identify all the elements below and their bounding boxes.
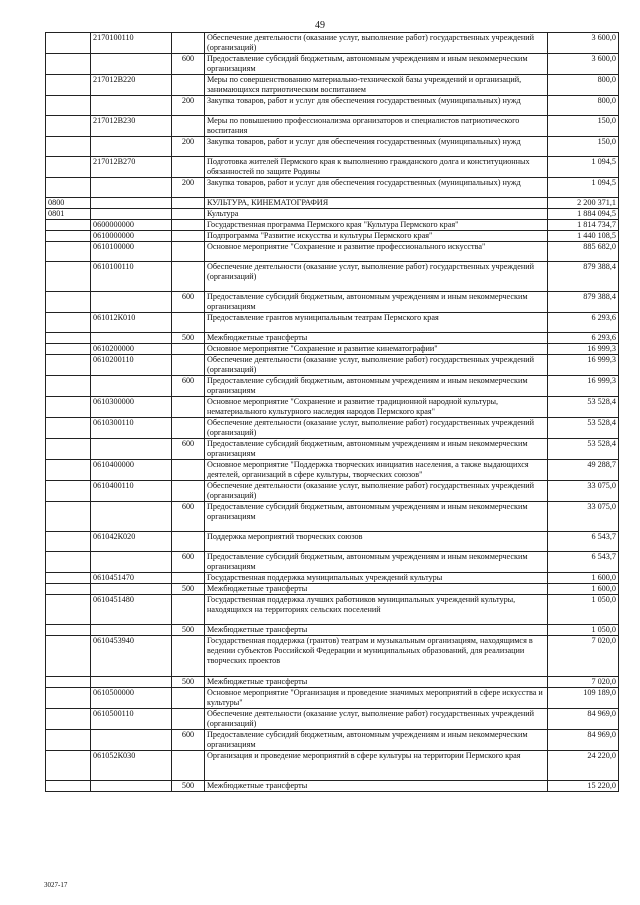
table-row [46, 116, 619, 137]
section-code-cell [46, 333, 91, 344]
amount-cell: 150,0 [548, 137, 619, 157]
table-row [46, 313, 619, 333]
target-article-cell: 0610100110 [91, 262, 172, 292]
target-article-cell [91, 198, 172, 209]
section-code-cell [46, 584, 91, 595]
expense-type-cell [172, 157, 205, 178]
target-article-cell [91, 54, 172, 75]
expense-type-cell [172, 33, 205, 54]
target-article-cell: 0610400110 [91, 481, 172, 502]
description-cell: Закупка товаров, работ и услуг для обеспечения государственных (муниципальных) нужд [205, 178, 548, 198]
table-row [46, 292, 619, 313]
expense-type-cell [172, 636, 205, 677]
target-article-cell [91, 333, 172, 344]
table-row [46, 376, 619, 397]
description-cell: Межбюджетные трансферты [205, 625, 548, 636]
table-row [46, 730, 619, 751]
table-row [46, 198, 619, 209]
table-row [46, 33, 619, 54]
expense-type-cell: 600 [172, 502, 205, 532]
target-article-cell [91, 439, 172, 460]
expense-type-cell: 500 [172, 677, 205, 688]
target-article-cell [91, 677, 172, 688]
target-article-cell: 0610500000 [91, 688, 172, 709]
target-article-cell [91, 178, 172, 198]
description-cell: Поддержка мероприятий творческих союзов [205, 532, 548, 552]
table-row [46, 355, 619, 376]
expense-type-cell [172, 116, 205, 137]
section-code-cell [46, 439, 91, 460]
budget-table [45, 32, 619, 792]
expense-type-cell [172, 573, 205, 584]
section-code-cell [46, 242, 91, 262]
amount-cell: 2 200 371,1 [548, 198, 619, 209]
section-code-cell [46, 96, 91, 116]
target-article-cell [91, 96, 172, 116]
section-code-cell [46, 75, 91, 96]
target-article-cell: 0610500110 [91, 709, 172, 730]
amount-cell: 53 528,4 [548, 418, 619, 439]
table-row [46, 552, 619, 573]
section-code-cell [46, 709, 91, 730]
amount-cell: 53 528,4 [548, 439, 619, 460]
amount-cell: 1 440 108,5 [548, 231, 619, 242]
section-code-cell [46, 595, 91, 625]
table-row [46, 209, 619, 220]
target-article-cell: 061012К010 [91, 313, 172, 333]
table-row [46, 242, 619, 262]
expense-type-cell [172, 231, 205, 242]
target-article-cell: 061042К020 [91, 532, 172, 552]
amount-cell: 16 999,3 [548, 344, 619, 355]
section-code-cell [46, 116, 91, 137]
table-row [46, 781, 619, 792]
section-code-cell [46, 552, 91, 573]
target-article-cell [91, 584, 172, 595]
expense-type-cell: 600 [172, 552, 205, 573]
description-cell: Основное мероприятие "Сохранение и развитие профессионального искусства" [205, 242, 548, 262]
description-cell: Предоставление грантов муниципальным театрам Пермского края [205, 313, 548, 333]
table-row [46, 418, 619, 439]
description-cell: Государственная поддержка (грантов) театрам и музыкальным организациям, находящимся в ведении субъектов Российской Федерации и муниципальных образований, для реализации творческих проектов [205, 636, 548, 677]
amount-cell: 16 999,3 [548, 355, 619, 376]
amount-cell: 53 528,4 [548, 397, 619, 418]
description-cell: Межбюджетные трансферты [205, 584, 548, 595]
expense-type-cell: 600 [172, 439, 205, 460]
description-cell: Основное мероприятие "Поддержка творческих инициатив населения, а также выдающихся деятелей, организаций в сфере культуры, творческих союзов" [205, 460, 548, 481]
description-cell: Межбюджетные трансферты [205, 333, 548, 344]
description-cell: Культура [205, 209, 548, 220]
target-article-cell: 0610200000 [91, 344, 172, 355]
table-row [46, 636, 619, 677]
amount-cell: 1 050,0 [548, 625, 619, 636]
section-code-cell [46, 460, 91, 481]
target-article-cell [91, 376, 172, 397]
amount-cell: 1 094,5 [548, 157, 619, 178]
target-article-cell: 0610000000 [91, 231, 172, 242]
amount-cell: 84 969,0 [548, 730, 619, 751]
target-article-cell: 0610300000 [91, 397, 172, 418]
table-row [46, 137, 619, 157]
section-code-cell [46, 231, 91, 242]
section-code-cell [46, 418, 91, 439]
description-cell: Обеспечение деятельности (оказание услуг, выполнение работ) государственных учреждений (организаций) [205, 262, 548, 292]
target-article-cell: 217012В230 [91, 116, 172, 137]
expense-type-cell: 200 [172, 137, 205, 157]
amount-cell: 1 094,5 [548, 178, 619, 198]
section-code-cell [46, 33, 91, 54]
expense-type-cell: 600 [172, 376, 205, 397]
section-code-cell [46, 636, 91, 677]
expense-type-cell [172, 344, 205, 355]
amount-cell: 49 288,7 [548, 460, 619, 481]
section-code-cell [46, 751, 91, 781]
description-cell: Обеспечение деятельности (оказание услуг, выполнение работ) государственных учреждений (организаций) [205, 481, 548, 502]
table-row [46, 96, 619, 116]
amount-cell: 879 388,4 [548, 292, 619, 313]
table-row [46, 439, 619, 460]
description-cell: Государственная поддержка муниципальных учреждений культуры [205, 573, 548, 584]
section-code-cell: 0800 [46, 198, 91, 209]
section-code-cell [46, 502, 91, 532]
table-row [46, 532, 619, 552]
expense-type-cell [172, 209, 205, 220]
target-article-cell: 0610300110 [91, 418, 172, 439]
description-cell: Предоставление субсидий бюджетным, автономным учреждениям и иным некоммерческим организациям [205, 54, 548, 75]
target-article-cell: 0610400000 [91, 460, 172, 481]
expense-type-cell: 200 [172, 96, 205, 116]
amount-cell: 879 388,4 [548, 262, 619, 292]
target-article-cell: 0610100000 [91, 242, 172, 262]
amount-cell: 6 293,6 [548, 333, 619, 344]
amount-cell: 150,0 [548, 116, 619, 137]
amount-cell: 6 293,6 [548, 313, 619, 333]
amount-cell: 800,0 [548, 75, 619, 96]
target-article-cell [91, 209, 172, 220]
description-cell: Подпрограмма "Развитие искусства и культуры Пермского края" [205, 231, 548, 242]
target-article-cell: 0610451470 [91, 573, 172, 584]
amount-cell: 16 999,3 [548, 376, 619, 397]
budget-table-body [46, 33, 619, 792]
description-cell: Обеспечение деятельности (оказание услуг, выполнение работ) государственных учреждений (организаций) [205, 355, 548, 376]
expense-type-cell [172, 242, 205, 262]
description-cell: Государственная программа Пермского края "Культура Пермского края" [205, 220, 548, 231]
description-cell: Предоставление субсидий бюджетным, автономным учреждениям и иным некоммерческим организациям [205, 292, 548, 313]
table-row [46, 231, 619, 242]
expense-type-cell [172, 313, 205, 333]
target-article-cell [91, 730, 172, 751]
description-cell: Предоставление субсидий бюджетным, автономным учреждениям и иным некоммерческим организациям [205, 730, 548, 751]
description-cell: Предоставление субсидий бюджетным, автономным учреждениям и иным некоммерческим организациям [205, 439, 548, 460]
target-article-cell: 061052К030 [91, 751, 172, 781]
target-article-cell: 217012В220 [91, 75, 172, 96]
amount-cell: 84 969,0 [548, 709, 619, 730]
target-article-cell [91, 625, 172, 636]
expense-type-cell [172, 397, 205, 418]
expense-type-cell [172, 418, 205, 439]
amount-cell: 33 075,0 [548, 502, 619, 532]
page-number: 49 [315, 20, 325, 31]
table-row [46, 344, 619, 355]
section-code-cell [46, 178, 91, 198]
expense-type-cell [172, 709, 205, 730]
section-code-cell [46, 313, 91, 333]
section-code-cell [46, 532, 91, 552]
expense-type-cell: 500 [172, 333, 205, 344]
expense-type-cell [172, 481, 205, 502]
amount-cell: 33 075,0 [548, 481, 619, 502]
section-code-cell: 0801 [46, 209, 91, 220]
description-cell: Обеспечение деятельности (оказание услуг, выполнение работ) государственных учреждений (организаций) [205, 33, 548, 54]
expense-type-cell: 500 [172, 781, 205, 792]
target-article-cell: 217012В270 [91, 157, 172, 178]
target-article-cell [91, 137, 172, 157]
amount-cell: 24 220,0 [548, 751, 619, 781]
expense-type-cell [172, 75, 205, 96]
section-code-cell [46, 397, 91, 418]
expense-type-cell [172, 198, 205, 209]
table-row [46, 751, 619, 781]
expense-type-cell [172, 595, 205, 625]
table-row [46, 688, 619, 709]
section-code-cell [46, 54, 91, 75]
description-cell: Организация и проведение мероприятий в сфере культуры на территории Пермского края [205, 751, 548, 781]
expense-type-cell: 600 [172, 292, 205, 313]
target-article-cell: 0600000000 [91, 220, 172, 231]
target-article-cell [91, 552, 172, 573]
expense-type-cell [172, 532, 205, 552]
description-cell: Государственная поддержка лучших работников муниципальных учреждений культуры, находящихся на территориях сельских поселений [205, 595, 548, 625]
section-code-cell [46, 625, 91, 636]
amount-cell: 7 020,0 [548, 636, 619, 677]
section-code-cell [46, 481, 91, 502]
table-row [46, 220, 619, 231]
section-code-cell [46, 344, 91, 355]
description-cell: Предоставление субсидий бюджетным, автономным учреждениям и иным некоммерческим организациям [205, 502, 548, 532]
description-cell: Обеспечение деятельности (оказание услуг, выполнение работ) государственных учреждений (организаций) [205, 709, 548, 730]
description-cell: Закупка товаров, работ и услуг для обеспечения государственных (муниципальных) нужд [205, 137, 548, 157]
expense-type-cell [172, 460, 205, 481]
amount-cell: 109 189,0 [548, 688, 619, 709]
amount-cell: 800,0 [548, 96, 619, 116]
section-code-cell [46, 220, 91, 231]
section-code-cell [46, 573, 91, 584]
description-cell: Закупка товаров, работ и услуг для обеспечения государственных (муниципальных) нужд [205, 96, 548, 116]
description-cell: Подготовка жителей Пермского края к выполнению гражданского долга и конституционных обязанностей по защите Родины [205, 157, 548, 178]
amount-cell: 6 543,7 [548, 532, 619, 552]
amount-cell: 15 220,0 [548, 781, 619, 792]
target-article-cell [91, 502, 172, 532]
description-cell: Меры по повышению профессионализма организаторов и специалистов патриотического воспитания [205, 116, 548, 137]
table-row [46, 460, 619, 481]
description-cell: КУЛЬТУРА, КИНЕМАТОГРАФИЯ [205, 198, 548, 209]
description-cell: Основное мероприятие "Организация и проведение значимых мероприятий в сфере искусства и культуры" [205, 688, 548, 709]
expense-type-cell: 200 [172, 178, 205, 198]
table-row [46, 584, 619, 595]
description-cell: Межбюджетные трансферты [205, 781, 548, 792]
table-row [46, 573, 619, 584]
footer-code: 3027-17 [44, 881, 68, 889]
amount-cell: 1 814 734,7 [548, 220, 619, 231]
table-row [46, 502, 619, 532]
section-code-cell [46, 157, 91, 178]
section-code-cell [46, 262, 91, 292]
section-code-cell [46, 781, 91, 792]
expense-type-cell [172, 688, 205, 709]
section-code-cell [46, 730, 91, 751]
section-code-cell [46, 677, 91, 688]
amount-cell: 7 020,0 [548, 677, 619, 688]
table-row [46, 625, 619, 636]
description-cell: Предоставление субсидий бюджетным, автономным учреждениям и иным некоммерческим организациям [205, 376, 548, 397]
amount-cell: 1 600,0 [548, 584, 619, 595]
table-row [46, 178, 619, 198]
expense-type-cell [172, 355, 205, 376]
table-row [46, 595, 619, 625]
expense-type-cell: 600 [172, 730, 205, 751]
table-row [46, 54, 619, 75]
expense-type-cell: 500 [172, 584, 205, 595]
table-row [46, 677, 619, 688]
description-cell: Меры по совершенствованию материально-технической базы учреждений и организаций, занимающихся патриотическим воспитанием [205, 75, 548, 96]
amount-cell: 3 600,0 [548, 54, 619, 75]
section-code-cell [46, 292, 91, 313]
expense-type-cell: 600 [172, 54, 205, 75]
expense-type-cell: 500 [172, 625, 205, 636]
amount-cell: 1 600,0 [548, 573, 619, 584]
description-cell: Предоставление субсидий бюджетным, автономным учреждениям и иным некоммерческим организациям [205, 552, 548, 573]
expense-type-cell [172, 262, 205, 292]
amount-cell: 885 682,0 [548, 242, 619, 262]
target-article-cell: 0610451480 [91, 595, 172, 625]
section-code-cell [46, 355, 91, 376]
amount-cell: 1 884 094,5 [548, 209, 619, 220]
table-row [46, 333, 619, 344]
table-row [46, 75, 619, 96]
section-code-cell [46, 376, 91, 397]
amount-cell: 3 600,0 [548, 33, 619, 54]
table-row [46, 157, 619, 178]
description-cell: Межбюджетные трансферты [205, 677, 548, 688]
target-article-cell: 0610200110 [91, 355, 172, 376]
target-article-cell [91, 292, 172, 313]
table-row [46, 709, 619, 730]
description-cell: Основное мероприятие "Сохранение и развитие традиционной народной культуры, нематериального культурного наследия народов Пермского края" [205, 397, 548, 418]
expense-type-cell [172, 220, 205, 231]
section-code-cell [46, 137, 91, 157]
table-row [46, 262, 619, 292]
target-article-cell: 2170100110 [91, 33, 172, 54]
description-cell: Основное мероприятие "Сохранение и развитие кинематографии" [205, 344, 548, 355]
table-row [46, 397, 619, 418]
target-article-cell [91, 781, 172, 792]
expense-type-cell [172, 751, 205, 781]
section-code-cell [46, 688, 91, 709]
description-cell: Обеспечение деятельности (оказание услуг, выполнение работ) государственных учреждений (организаций) [205, 418, 548, 439]
target-article-cell: 0610453940 [91, 636, 172, 677]
table-row [46, 481, 619, 502]
amount-cell: 6 543,7 [548, 552, 619, 573]
amount-cell: 1 050,0 [548, 595, 619, 625]
